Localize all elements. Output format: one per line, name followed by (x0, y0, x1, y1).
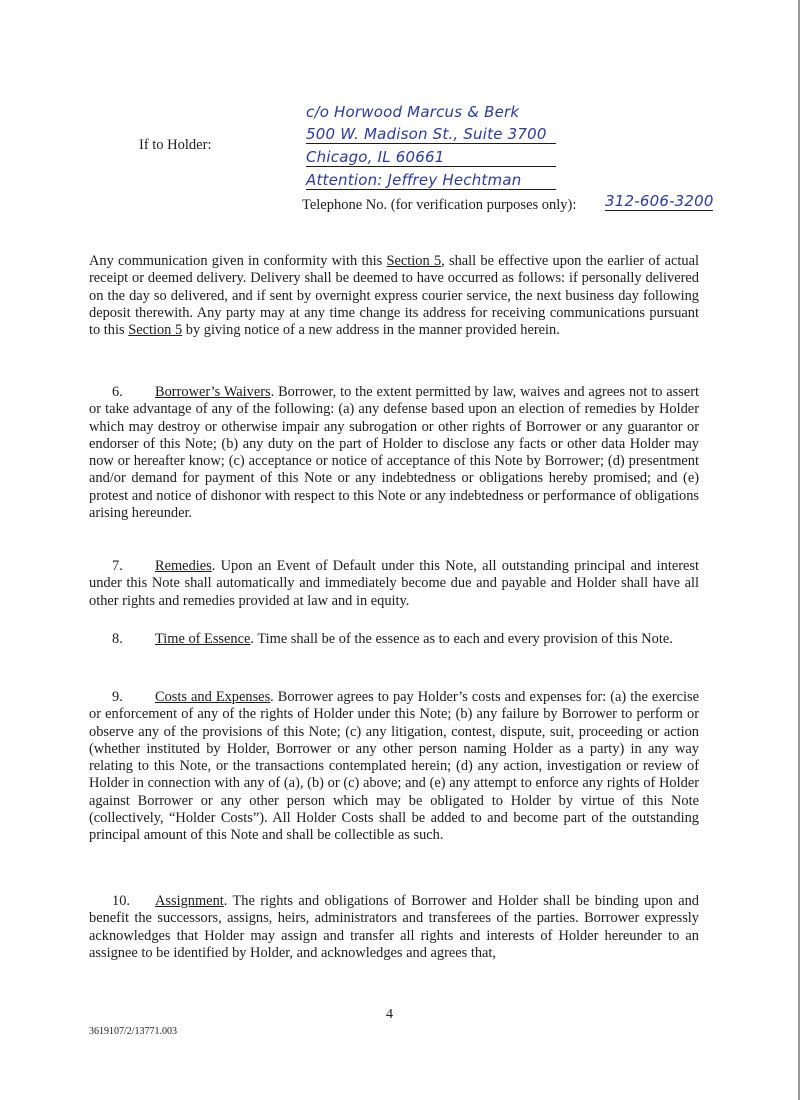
section-number: 10. (112, 893, 130, 909)
section-heading: Borrower’s Waivers (155, 384, 271, 400)
section-number: 7. (112, 558, 123, 574)
section-body: . Borrower, to the extent permitted by law, waives and agrees not to assert or take advantage of any of the following: (a) any defense based upon an election of remedies by Holder which may destroy or otherwise impair any subrogation or other rights of Borrower or any guarantor or endorser of this Note; (b) any duty on the part of Holder to disclose any facts or other data Holder may now or hereafter know; (c) acceptance or notice of acceptance of this Note by Borrower; (d) presentment and/or demand for payment of this Note or any indebtedness or obligations hereby promised; and (e) protest and notice of dishonor with respect to this Note or any indebtedness or performance of obligations arising hereunder. (89, 384, 699, 522)
section-10-assignment (89, 893, 699, 962)
section-body: . Time shall be of the essence as to each and every provision of this Note. (250, 631, 673, 647)
section-heading: Assignment (155, 893, 224, 909)
page-number: 4 (386, 1007, 393, 1022)
holder-address-line-4: Attention: Jeffrey Hechtman (306, 171, 556, 190)
section-5-reference: Section 5 (128, 322, 183, 339)
section-5-reference: Section 5 (386, 253, 442, 269)
section-heading: Time of Essence (155, 631, 251, 647)
section-7-remedies (89, 558, 699, 610)
section-6-borrowers-waivers (89, 384, 699, 522)
document-id: 3619107/2/13771.003 (89, 1026, 178, 1037)
telephone-label: Telephone No. (for verification purposes only): (302, 197, 577, 213)
section-heading: Remedies (155, 558, 212, 574)
communication-paragraph: Any communication given in conformity with this Section 5, shall be effective upon the earlier of actual receipt or deemed delivery. Delivery shall be deemed to have occurred as follows: if personally delivered on the day so delivered, and if sent by overnight express courier service, the next business day following deposit therewith. Any party may at any time change its address for receiving communications pursuant to this Section 5 by giving notice of a new address in the manner provided herein. (89, 253, 699, 339)
section-body: . Borrower agrees to pay Holder’s costs and expenses for: (a) the exercise or enforcement of any of the rights of Holder under this Note; (b) any failure by Borrower to perform or observe any of the provisions of this Note; (c) any litigation, contest, dispute, suit, proceeding or action (whether instituted by Holder, Borrower or any other person naming Holder as a party) in any way relating to this Note, or the transactions contemplated herein; (d) any action, investigation or review of Holder in connection with any of (a), (b) or (c) above; and (e) any attempt to enforce any rights of Holder against Borrower or any other person which may be obligated to Holder by virtue of this Note (collectively, “Holder Costs”). All Holder Costs shall be added to and become part of the outstanding principal amount of this Note and shall be collectible as such. (89, 689, 699, 844)
section-body: . The rights and obligations of Borrower and Holder shall be binding upon and benefit the successors, assigns, heirs, administrators and transferees of the parties. Borrower expressly acknowledges that Holder may assign and transfer all rights and interests of Holder hereunder to an assignee to be identified by Holder, and acknowledges and agrees that, (89, 893, 699, 961)
section-number: 6. (112, 384, 123, 400)
holder-address-line-3: Chicago, IL 60661 (306, 148, 556, 167)
section-heading: Costs and Expenses (155, 689, 271, 705)
holder-label: If to Holder: (139, 137, 212, 153)
telephone-value: 312-606-3200 (605, 192, 714, 210)
holder-address-line-2: 500 W. Madison St., Suite 3700 (306, 125, 556, 144)
section-9-costs-and-expenses (89, 689, 699, 845)
section-8-time-of-essence (89, 631, 699, 648)
section-number: 8. (112, 631, 123, 647)
holder-address-line-1: c/o Horwood Marcus & Berk (306, 103, 520, 121)
section-number: 9. (112, 689, 123, 705)
section-body: . Upon an Event of Default under this Note, all outstanding principal and interest under this Note shall automatically and immediately become due and payable and Holder shall have all other rights and remedies provided at law and in equity. (89, 558, 699, 609)
